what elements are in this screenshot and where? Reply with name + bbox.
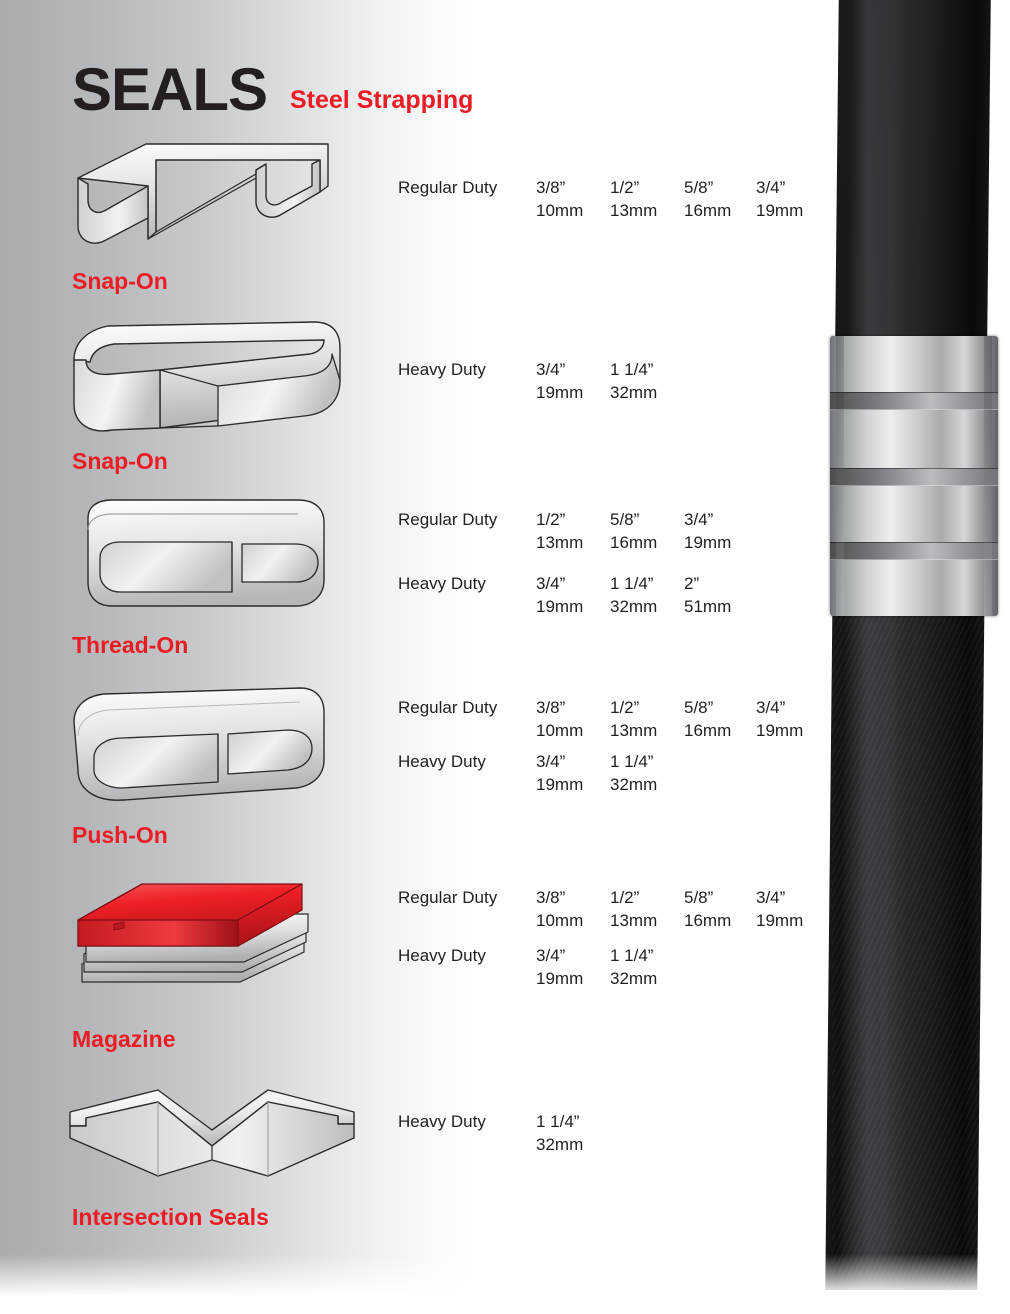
spec-duty-label: Heavy Duty (398, 360, 486, 379)
spec-size-metric: 32mm (536, 1135, 584, 1154)
spec-size-metric: 16mm (684, 201, 732, 220)
spec-size-inch: 3/8” (536, 178, 566, 197)
spec-duty-label: Heavy Duty (398, 752, 486, 771)
seal-crimp-line (830, 542, 998, 560)
spec-duty-label: Heavy Duty (398, 574, 486, 593)
spec-duty-label: Regular Duty (398, 888, 498, 907)
spec-size-metric: 13mm (610, 201, 658, 220)
spec-size-metric: 19mm (756, 911, 804, 930)
spec-size-inch: 3/8” (536, 698, 566, 717)
spec-size-metric: 10mm (536, 721, 584, 740)
spec-size-metric: 13mm (610, 911, 658, 930)
page-subtitle: Steel Strapping (290, 86, 474, 114)
spec-size-metric: 16mm (684, 911, 732, 930)
spec-size-metric: 19mm (684, 533, 732, 552)
spec-size-inch: 3/4” (756, 698, 786, 717)
thread-on-seal-illustration (82, 496, 332, 624)
spec-size-inch: 1 1/4” (610, 752, 654, 771)
steel-strapping-with-seal-photo (810, 0, 1010, 1290)
spec-size-inch: 3/8” (536, 888, 566, 907)
spec-size-metric: 32mm (610, 969, 658, 988)
seal-label-push-on: Push-On (72, 822, 168, 848)
spec-size-inch: 5/8” (684, 698, 714, 717)
spec-size-metric: 10mm (536, 201, 584, 220)
spec-size-metric: 13mm (610, 721, 658, 740)
spec-duty-label: Heavy Duty (398, 946, 486, 965)
spec-size-inch: 5/8” (684, 888, 714, 907)
spec-size-metric: 32mm (610, 597, 658, 616)
seal-label-thread-on: Thread-On (72, 632, 189, 658)
spec-size-inch: 3/4” (756, 178, 786, 197)
spec-size-inch: 2” (684, 574, 700, 593)
spec-size-inch: 3/4” (684, 510, 714, 529)
seal-label-snap-on-heavy: Snap-On (72, 448, 168, 474)
bottom-fade (0, 1254, 1010, 1314)
seal-crimp-line (830, 468, 998, 486)
push-on-seal-illustration (68, 684, 328, 814)
spec-size-inch: 1/2” (610, 698, 640, 717)
spec-size-inch: 3/4” (536, 574, 566, 593)
spec-size-inch: 3/4” (756, 888, 786, 907)
spec-size-metric: 10mm (536, 911, 584, 930)
spec-size-inch: 3/4” (536, 360, 566, 379)
spec-size-metric: 13mm (536, 533, 584, 552)
spec-size-metric: 19mm (536, 597, 584, 616)
spec-size-inch: 3/4” (536, 752, 566, 771)
spec-size-inch: 1 1/4” (610, 360, 654, 379)
strap-texture (832, 600, 984, 1290)
spec-size-metric: 19mm (536, 969, 584, 988)
seal-edge-shadow (836, 336, 844, 616)
spec-size-metric: 19mm (536, 775, 584, 794)
spec-size-inch: 1 1/4” (610, 946, 654, 965)
magazine-seal-illustration (68, 876, 318, 1016)
spec-size-inch: 5/8” (610, 510, 640, 529)
spec-size-metric: 32mm (610, 383, 658, 402)
seal-label-snap-on-regular: Snap-On (72, 268, 168, 294)
seal-label-magazine: Magazine (72, 1026, 176, 1052)
spec-size-inch: 3/4” (536, 946, 566, 965)
spec-size-metric: 51mm (684, 597, 732, 616)
spec-duty-label: Regular Duty (398, 698, 498, 717)
seal-crimp-line (830, 392, 998, 410)
spec-size-metric: 19mm (536, 383, 584, 402)
spec-size-metric: 19mm (756, 201, 804, 220)
spec-size-inch: 1/2” (536, 510, 566, 529)
spec-size-inch: 1 1/4” (610, 574, 654, 593)
spec-duty-label: Heavy Duty (398, 1112, 486, 1131)
spec-size-inch: 5/8” (684, 178, 714, 197)
spec-size-metric: 16mm (684, 721, 732, 740)
spec-size-metric: 19mm (756, 721, 804, 740)
crimped-metal-seal (830, 336, 998, 616)
spec-duty-label: Regular Duty (398, 510, 498, 529)
spec-size-inch: 1/2” (610, 178, 640, 197)
seal-edge-shadow (984, 336, 992, 616)
intersection-seal-illustration (62, 1084, 362, 1194)
page-title: SEALS (72, 56, 268, 123)
spec-size-inch: 1 1/4” (536, 1112, 580, 1131)
spec-size-metric: 32mm (610, 775, 658, 794)
snap-on-heavy-seal-illustration (68, 316, 348, 446)
spec-duty-label: Regular Duty (398, 178, 498, 197)
spec-size-inch: 1/2” (610, 888, 640, 907)
snap-on-seal-illustration (70, 140, 340, 260)
spec-size-metric: 16mm (610, 533, 658, 552)
seal-label-intersection: Intersection Seals (72, 1204, 269, 1230)
